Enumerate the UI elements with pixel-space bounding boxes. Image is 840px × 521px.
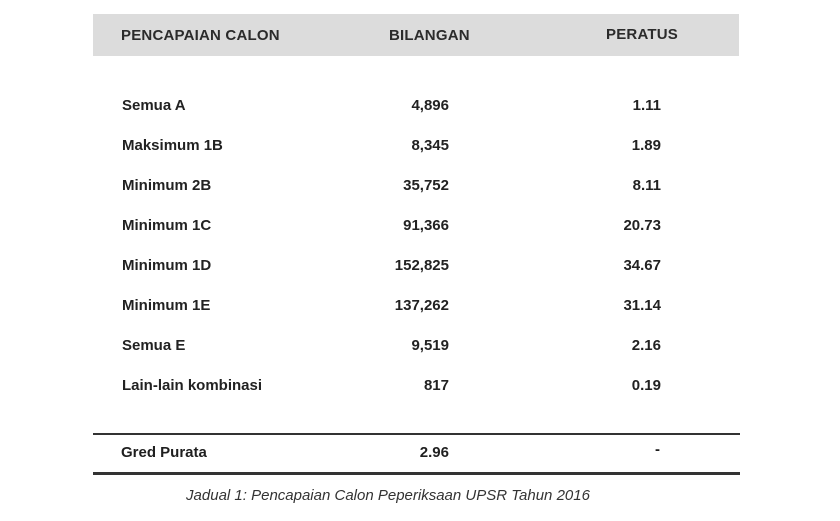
row-percent: 0.19: [631, 377, 661, 394]
table-row: [93, 127, 739, 167]
row-percent: 2.16: [631, 337, 661, 354]
row-label: Semua E: [122, 337, 186, 354]
results-table: [93, 14, 739, 407]
row-count: 152,825: [394, 257, 449, 274]
header-pencapaian-calon: PENCAPAIAN CALON: [121, 27, 280, 44]
row-count: 91,366: [403, 217, 449, 234]
row-label: Minimum 1D: [122, 257, 212, 274]
row-label: Minimum 2B: [122, 177, 212, 194]
footer-divider-bottom: [93, 472, 740, 475]
row-percent: 1.11: [632, 97, 661, 114]
row-label: Maksimum 1B: [122, 137, 223, 154]
row-count: 137,262: [394, 297, 449, 314]
row-label: Minimum 1E: [122, 297, 211, 314]
row-percent: 1.89: [631, 137, 661, 154]
footer-label: Gred Purata: [121, 444, 207, 461]
row-count: 817: [423, 377, 449, 394]
row-count: 9,519: [411, 337, 449, 354]
table-body: [93, 87, 739, 407]
row-label: Lain-lain kombinasi: [122, 377, 263, 394]
table-caption: Jadual 1: Pencapaian Calon Peperiksaan UPSR Tahun 2016: [186, 487, 590, 504]
row-percent: 31.14: [623, 297, 661, 314]
row-percent: 8.11: [632, 177, 661, 194]
header-bilangan: BILANGAN: [389, 27, 470, 44]
row-label: Minimum 1C: [122, 217, 212, 234]
header-peratus: PERATUS: [606, 26, 678, 43]
footer-percent: -: [655, 441, 660, 458]
row-count: 35,752: [403, 177, 449, 194]
table-row: [93, 207, 739, 247]
row-label: Semua A: [122, 97, 186, 114]
table-row: [93, 167, 739, 207]
footer-count: 2.96: [419, 444, 449, 461]
row-count: 4,896: [411, 97, 449, 114]
table-row: [93, 247, 739, 287]
table-footer-row: [93, 435, 740, 472]
row-percent: 34.67: [623, 257, 661, 274]
row-count: 8,345: [411, 137, 449, 154]
table-row: [93, 287, 739, 327]
row-percent: 20.73: [623, 217, 661, 234]
table-header: [93, 14, 739, 56]
table-row: [93, 87, 739, 127]
table-row: [93, 367, 739, 407]
table-row: [93, 327, 739, 367]
